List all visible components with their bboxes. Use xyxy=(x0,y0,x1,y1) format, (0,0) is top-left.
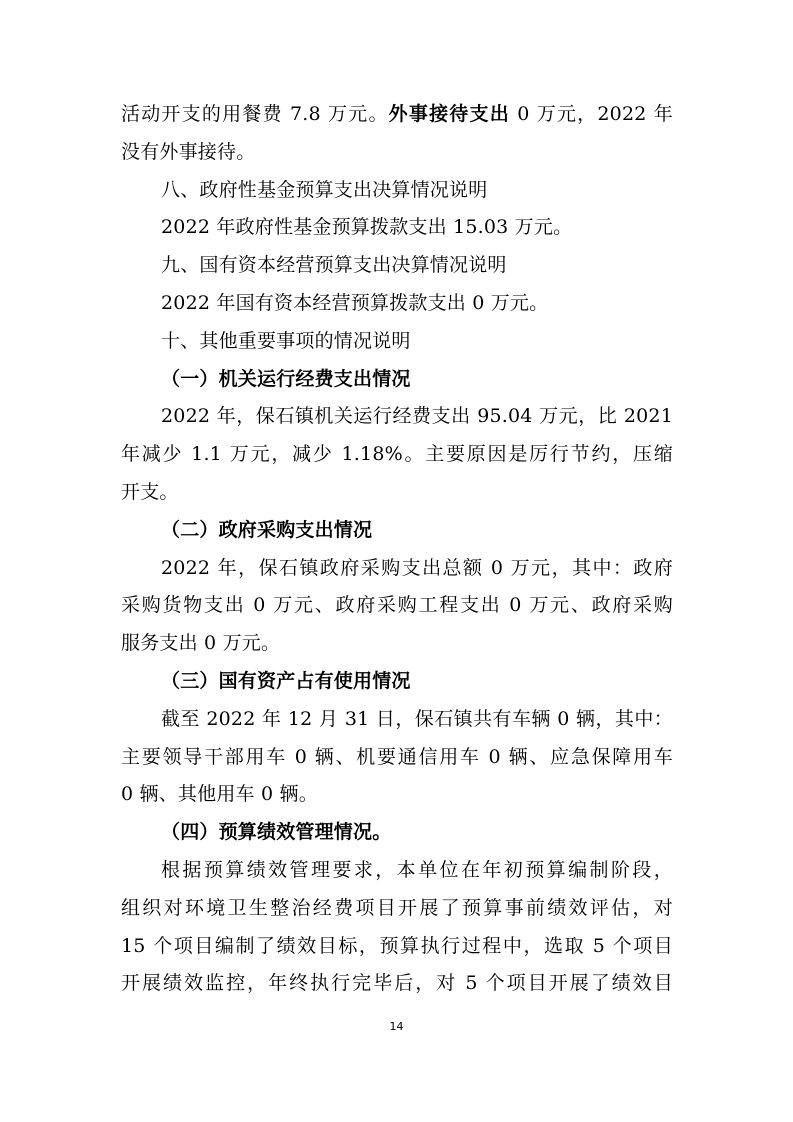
section-heading-8: 八、政府性基金预算支出决算情况说明 xyxy=(161,178,488,201)
subsection-heading-4: （四）预算绩效管理情况。 xyxy=(161,821,392,844)
document-body xyxy=(121,96,673,1003)
text-run: 0 万元，2022 年 xyxy=(509,103,673,125)
paragraph-line: 15 个项目编制了绩效目标，预算执行过程中，选取 5 个项目 xyxy=(121,934,673,957)
paragraph-line: 2022 年国有资本经营预算拨款支出 0 万元。 xyxy=(161,291,549,314)
paragraph-line: 2022 年，保石镇政府采购支出总额 0 万元，其中：政府 xyxy=(161,556,673,579)
paragraph-line: 开展绩效监控，年终执行完毕后，对 5 个项目开展了绩效目 xyxy=(121,972,673,995)
paragraph-line: 2022 年政府性基金预算拨款支出 15.03 万元。 xyxy=(161,216,573,239)
paragraph-line: 截至 2022 年 12 月 31 日，保石镇共有车辆 0 辆，其中： xyxy=(161,707,673,730)
paragraph-line xyxy=(121,96,673,134)
section-heading-9: 九、国有资本经营预算支出决算情况说明 xyxy=(161,254,507,277)
bold-text-run: 外事接待支出 xyxy=(388,103,510,125)
page-number: 14 xyxy=(389,1020,404,1033)
paragraph-line: 没有外事接待。 xyxy=(121,140,256,163)
paragraph-line: 年减少 1.1 万元，减少 1.18%。主要原因是厉行节约，压缩 xyxy=(121,443,673,466)
paragraph-line: 主要领导干部用车 0 辆、机要通信用车 0 辆、应急保障用车 xyxy=(121,745,673,768)
paragraph-line: 0 辆、其他用车 0 辆。 xyxy=(121,783,318,806)
subsection-heading-3: （三）国有资产占有使用情况 xyxy=(161,669,411,692)
paragraph-line: 根据预算绩效管理要求，本单位在年初预算编制阶段， xyxy=(161,858,673,881)
subsection-heading-2: （二）政府采购支出情况 xyxy=(161,518,373,541)
paragraph-line: 服务支出 0 万元。 xyxy=(121,632,281,655)
text-run: 活动开支的用餐费 7.8 万元。 xyxy=(121,103,389,125)
paragraph-line: 2022 年，保石镇机关运行经费支出 95.04 万元，比 2021 xyxy=(161,405,673,428)
paragraph-line: 采购货物支出 0 万元、政府采购工程支出 0 万元、政府采购 xyxy=(121,594,673,617)
paragraph-line: 开支。 xyxy=(121,480,179,503)
subsection-heading-1: （一）机关运行经费支出情况 xyxy=(161,367,411,390)
paragraph-line: 组织对环境卫生整治经费项目开展了预算事前绩效评估，对 xyxy=(121,896,673,919)
section-heading-10: 十、其他重要事项的情况说明 xyxy=(161,329,411,352)
